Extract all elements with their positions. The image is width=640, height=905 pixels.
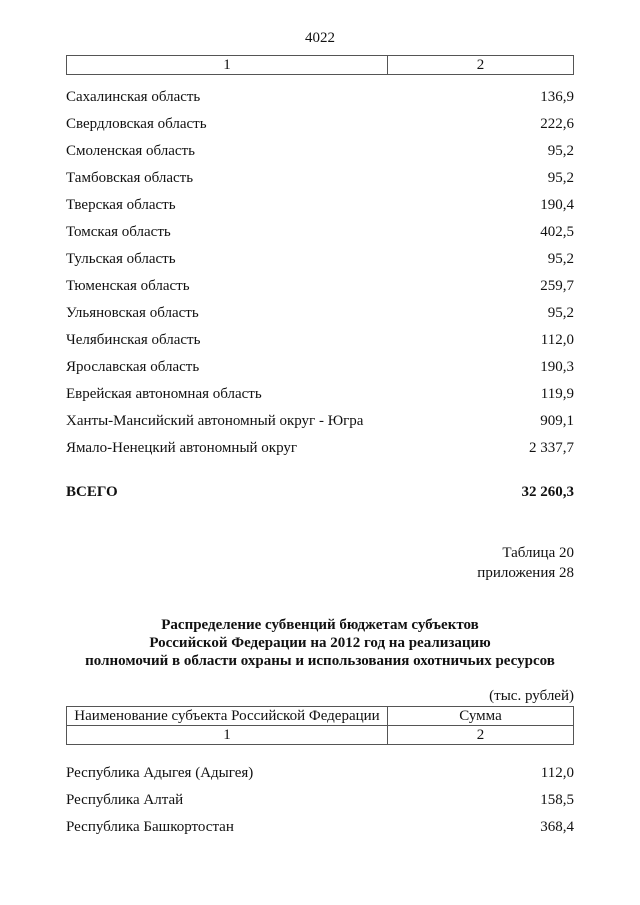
region-value: 402,5 (540, 224, 574, 240)
region-name: Ямало-Ненецкий автономный округ (66, 440, 298, 456)
column-number-1: 1 (67, 56, 388, 75)
table-row (66, 143, 574, 163)
region-value: 222,6 (540, 116, 574, 132)
region-value: 112,0 (540, 332, 574, 348)
table-row (66, 278, 574, 298)
region-name: Свердловская область (66, 116, 207, 132)
region-value: 368,4 (540, 819, 574, 835)
region-name: Тверская область (66, 197, 176, 213)
table-row (66, 89, 574, 109)
region-name: Ульяновская область (66, 305, 199, 321)
appendix-number: приложения 28 (477, 565, 574, 581)
table2-title (0, 616, 640, 670)
region-name: Ярославская область (66, 359, 200, 375)
region-name: Сахалинская область (66, 89, 201, 105)
region-value: 119,9 (540, 386, 574, 402)
region-value: 95,2 (547, 305, 574, 321)
region-name: Республика Башкортостан (66, 819, 234, 835)
table-row (66, 792, 574, 812)
region-name: Челябинская область (66, 332, 201, 348)
region-value: 95,2 (547, 251, 574, 267)
region-name: Еврейская автономная область (66, 386, 262, 402)
region-name: Тюменская область (66, 278, 190, 294)
region-value: 158,5 (540, 792, 574, 808)
region-value: 909,1 (540, 413, 574, 429)
total-value: 32 260,3 (521, 484, 574, 500)
table-row (66, 251, 574, 271)
table-row (66, 413, 574, 433)
table-row (66, 197, 574, 217)
region-value: 2 337,7 (529, 440, 574, 456)
table1-column-numbers (66, 55, 574, 75)
table-row (66, 332, 574, 352)
table-row (66, 359, 574, 379)
table-number: Таблица 20 (502, 545, 574, 561)
region-value: 95,2 (547, 170, 574, 186)
region-name: Ханты-Мансийский автономный округ - Югра (66, 413, 364, 429)
region-value: 112,0 (540, 765, 574, 781)
table-caption (477, 543, 574, 583)
table-row (66, 440, 574, 460)
table2-header (66, 706, 574, 745)
table-row (66, 116, 574, 136)
column-number-1: 1 (67, 726, 388, 745)
table-row (66, 765, 574, 785)
table-row (66, 170, 574, 190)
table-row (66, 819, 574, 839)
region-name: Республика Алтай (66, 792, 184, 808)
region-value: 136,9 (540, 89, 574, 105)
region-value: 190,3 (540, 359, 574, 375)
total-label: ВСЕГО (66, 484, 118, 500)
page-number: 4022 (305, 30, 335, 46)
units-label: (тыс. рублей) (489, 688, 574, 704)
region-name: Томская область (66, 224, 171, 240)
region-value: 259,7 (540, 278, 574, 294)
column-number-2: 2 (388, 56, 574, 75)
table-row (66, 386, 574, 406)
region-name: Республика Адыгея (Адыгея) (66, 765, 254, 781)
table-row (66, 305, 574, 325)
table-row (66, 224, 574, 244)
title-line: полномочий в области охраны и использования охотничьих ресурсов (85, 653, 555, 669)
region-name: Смоленская область (66, 143, 195, 159)
title-line: Российской Федерации на 2012 год на реализацию (149, 635, 491, 651)
header-region-name: Наименование субъекта Российской Федерации (67, 707, 388, 726)
column-number-2: 2 (388, 726, 574, 745)
header-amount: Сумма (388, 707, 574, 726)
total-row (66, 484, 574, 504)
region-value: 95,2 (547, 143, 574, 159)
region-name: Тульская область (66, 251, 176, 267)
region-value: 190,4 (540, 197, 574, 213)
title-line: Распределение субвенций бюджетам субъектов (161, 617, 479, 633)
region-name: Тамбовская область (66, 170, 194, 186)
